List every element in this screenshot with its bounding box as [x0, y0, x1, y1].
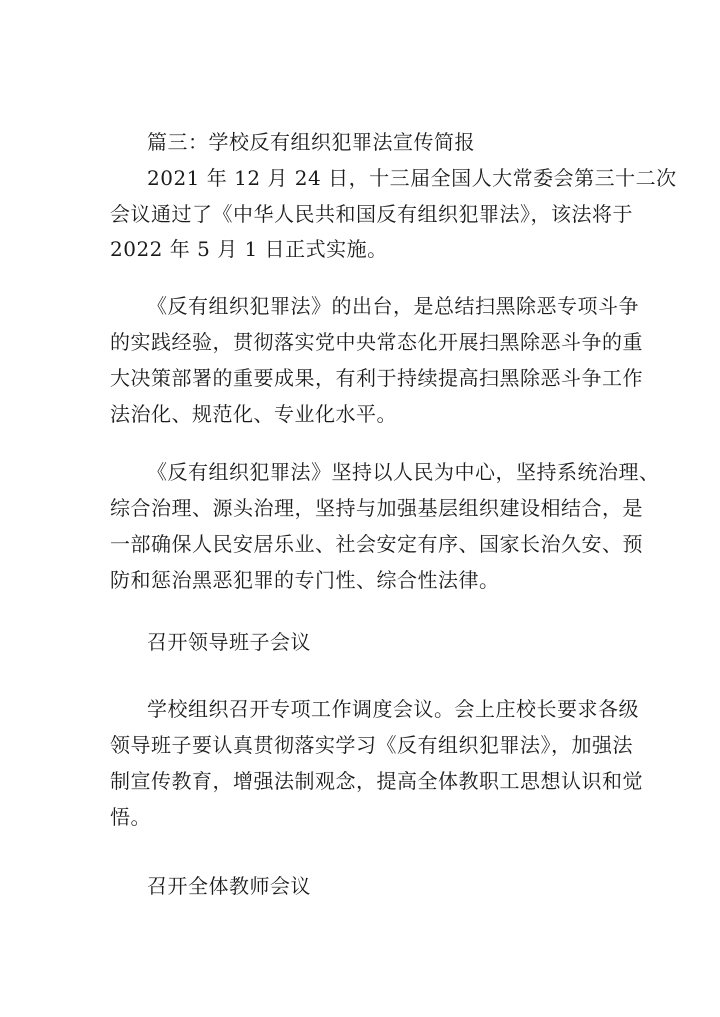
- section-1-paragraph-line-2: 领导班子要认真贯彻落实学习《反有组织犯罪法》，加强法: [110, 733, 633, 757]
- paragraph-2-line-4: 法治化、规范化、专业化水平。: [110, 402, 397, 426]
- paragraph-3-line-1: 《反有组织犯罪法》坚持以人民为中心，坚持系统治理、: [147, 460, 660, 484]
- paragraph-3-line-4: 防和惩治黑恶犯罪的专门性、综合性法律。: [110, 568, 500, 592]
- section-heading-all-teachers-meeting: 召开全体教师会议: [147, 874, 311, 898]
- paragraph-1-line-2: 会议通过了《中华人民共和国反有组织犯罪法》，该法将于: [110, 202, 633, 226]
- paragraph-2-line-3: 大决策部署的重要成果，有利于持续提高扫黑除恶斗争工作: [110, 366, 643, 390]
- section-1-paragraph-line-4: 悟。: [110, 805, 151, 829]
- document-title: 篇三：学校反有组织犯罪法宣传简报: [147, 130, 475, 154]
- paragraph-2-line-2: 的实践经验，贯彻落实党中央常态化开展扫黑除恶斗争的重: [110, 330, 643, 354]
- paragraph-1-line-1: 2021 年 12 月 24 日，十三届全国人大常委会第三十二次: [147, 166, 677, 190]
- section-1-paragraph-line-3: 制宣传教育，增强法制观念，提高全体教职工思想认识和觉: [110, 769, 643, 793]
- paragraph-1-line-3: 2022 年 5 月 1 日正式实施。: [110, 237, 388, 261]
- paragraph-2-line-1: 《反有组织犯罪法》的出台，是总结扫黑除恶专项斗争: [147, 294, 639, 318]
- section-1-paragraph-line-1: 学校组织召开专项工作调度会议。会上庄校长要求各级: [147, 697, 639, 721]
- paragraph-3-line-3: 一部确保人民安居乐业、社会安定有序、国家长治久安、预: [110, 532, 643, 556]
- paragraph-3-line-2: 综合治理、源头治理，坚持与加强基层组织建设相结合，是: [110, 496, 643, 520]
- section-heading-leadership-meeting: 召开领导班子会议: [147, 630, 311, 654]
